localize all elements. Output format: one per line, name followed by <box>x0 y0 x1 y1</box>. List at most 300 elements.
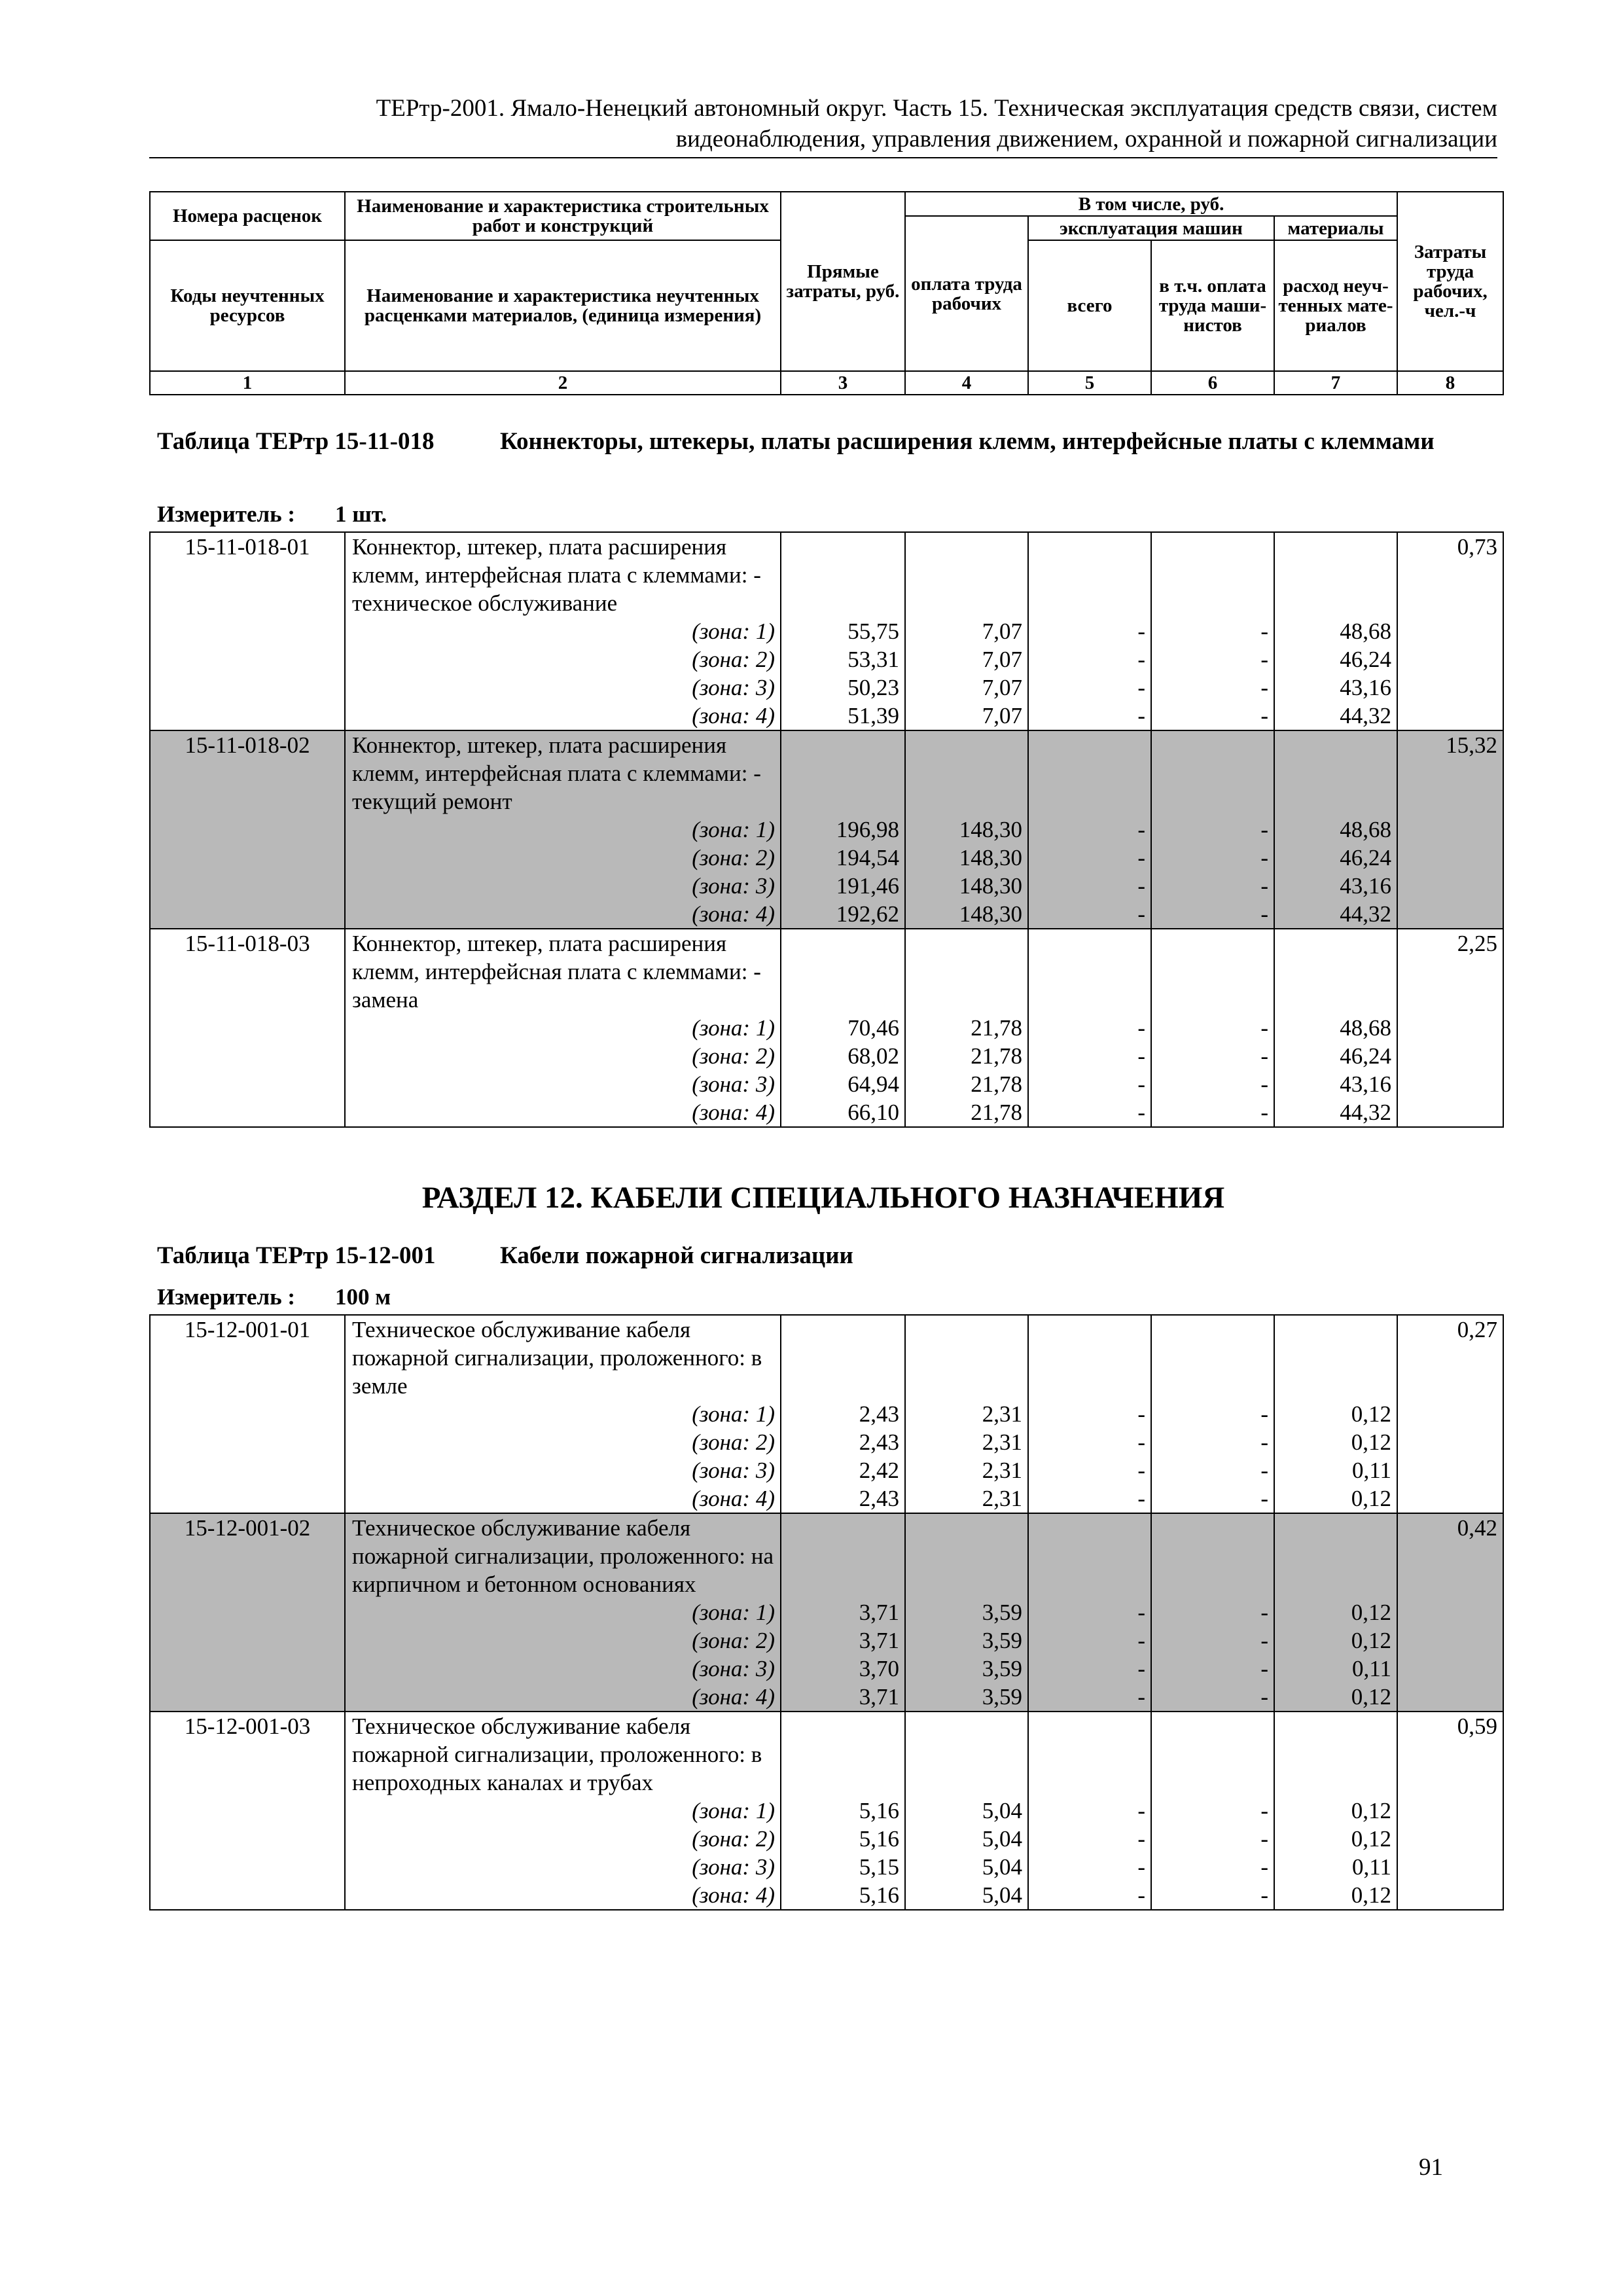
col-number: 6 <box>1151 371 1274 395</box>
wages-cell <box>905 1513 1028 1598</box>
col-rate-numbers: Номера расценок <box>150 192 345 240</box>
zone-row <box>150 1853 1503 1881</box>
labor-empty <box>1397 1598 1503 1626</box>
machinists-cell <box>1151 730 1274 816</box>
measure-value: 100 м <box>335 1284 391 1310</box>
wages-value: 5,04 <box>905 1825 1028 1853</box>
col-materials: материалы <box>1274 216 1397 240</box>
wages-value: 21,78 <box>905 1042 1028 1070</box>
direct-cost: 55,75 <box>781 617 905 645</box>
zone-row <box>150 1400 1503 1428</box>
zone-row <box>150 1626 1503 1655</box>
machines-value: - <box>1028 1070 1151 1098</box>
col-number: 2 <box>345 371 781 395</box>
wages-value: 7,07 <box>905 617 1028 645</box>
zone-label: (зона: 1) <box>345 816 781 844</box>
zone-row <box>150 1014 1503 1042</box>
rate-code: 15-12-001-01 <box>150 1315 345 1400</box>
materials-value: 0,11 <box>1274 1655 1397 1683</box>
direct-cost: 64,94 <box>781 1070 905 1098</box>
rate-item-row <box>150 532 1503 617</box>
zone-label: (зона: 4) <box>345 1683 781 1712</box>
zone-code-empty <box>150 1428 345 1456</box>
zone-code-empty <box>150 1456 345 1484</box>
zone-row <box>150 702 1503 730</box>
machinists-value: - <box>1151 702 1274 730</box>
wages-value: 7,07 <box>905 702 1028 730</box>
page-number: 91 <box>1419 2154 1443 2181</box>
wages-cell <box>905 532 1028 617</box>
direct-cost: 194,54 <box>781 844 905 872</box>
table2-code: Таблица ТЕРтр 15-12-001 <box>157 1242 436 1269</box>
direct-cost-cell <box>781 1513 905 1598</box>
labor-empty <box>1397 1070 1503 1098</box>
col-number: 1 <box>150 371 345 395</box>
labor-empty <box>1397 1655 1503 1683</box>
header-rule <box>149 157 1497 158</box>
labor-empty <box>1397 1825 1503 1853</box>
machinists-value: - <box>1151 617 1274 645</box>
wages-cell <box>905 730 1028 816</box>
labor-empty <box>1397 1626 1503 1655</box>
wages-value: 21,78 <box>905 1014 1028 1042</box>
col-number: 5 <box>1028 371 1151 395</box>
machinists-value: - <box>1151 1428 1274 1456</box>
col-machines: эксплуатация машин <box>1028 216 1274 240</box>
col-machines-total: всего <box>1028 240 1151 371</box>
direct-cost: 3,71 <box>781 1626 905 1655</box>
zone-row <box>150 617 1503 645</box>
materials-value: 0,12 <box>1274 1428 1397 1456</box>
materials-value: 0,12 <box>1274 1626 1397 1655</box>
machines-cell <box>1028 1315 1151 1400</box>
machinists-value: - <box>1151 900 1274 929</box>
zone-row <box>150 1683 1503 1712</box>
zone-label: (зона: 3) <box>345 1655 781 1683</box>
wages-value: 2,31 <box>905 1400 1028 1428</box>
zone-label: (зона: 1) <box>345 1014 781 1042</box>
direct-cost-cell <box>781 1315 905 1400</box>
materials-value: 44,32 <box>1274 1098 1397 1127</box>
zone-label: (зона: 2) <box>345 1428 781 1456</box>
machines-value: - <box>1028 816 1151 844</box>
materials-cell <box>1274 730 1397 816</box>
direct-cost: 50,23 <box>781 673 905 702</box>
col-labor: Затраты труда рабочих, чел.-ч <box>1397 192 1503 371</box>
direct-cost: 5,15 <box>781 1853 905 1881</box>
rates-table-2 <box>149 1314 1504 1910</box>
zone-label: (зона: 3) <box>345 1456 781 1484</box>
machinists-value: - <box>1151 1042 1274 1070</box>
labor-empty <box>1397 645 1503 673</box>
col-material-consumption: расход неуч- тенных мате- риалов <box>1274 240 1397 371</box>
col-work-name: Наименование и характеристика строительных работ и конструкций <box>345 192 781 240</box>
materials-value: 48,68 <box>1274 617 1397 645</box>
zone-code-empty <box>150 900 345 929</box>
zone-code-empty <box>150 1797 345 1825</box>
direct-cost: 2,42 <box>781 1456 905 1484</box>
wages-value: 3,59 <box>905 1598 1028 1626</box>
direct-cost: 3,70 <box>781 1655 905 1683</box>
machinists-cell <box>1151 1513 1274 1598</box>
zone-row <box>150 1042 1503 1070</box>
machinists-cell <box>1151 929 1274 1014</box>
rate-name: Техническое обслуживание кабеля пожарной сигнализации, проложенного: на кирпичном и бетонном основаниях <box>345 1513 781 1598</box>
materials-value: 0,12 <box>1274 1400 1397 1428</box>
zone-code-empty <box>150 1853 345 1881</box>
direct-cost: 192,62 <box>781 900 905 929</box>
machines-value: - <box>1028 645 1151 673</box>
zone-code-empty <box>150 1598 345 1626</box>
labor-empty <box>1397 816 1503 844</box>
zone-code-empty <box>150 1042 345 1070</box>
wages-value: 3,59 <box>905 1626 1028 1655</box>
direct-cost: 3,71 <box>781 1598 905 1626</box>
materials-cell <box>1274 929 1397 1014</box>
machines-value: - <box>1028 900 1151 929</box>
rate-name: Техническое обслуживание кабеля пожарной сигнализации, проложенного: в земле <box>345 1315 781 1400</box>
zone-code-empty <box>150 617 345 645</box>
zone-row <box>150 844 1503 872</box>
col-number: 4 <box>905 371 1028 395</box>
rate-item-row <box>150 1315 1503 1400</box>
wages-value: 21,78 <box>905 1098 1028 1127</box>
zone-code-empty <box>150 1655 345 1683</box>
table2-measure <box>157 1284 391 1310</box>
labor-empty <box>1397 1853 1503 1881</box>
zone-label: (зона: 4) <box>345 702 781 730</box>
zone-row <box>150 1456 1503 1484</box>
machinists-cell <box>1151 1315 1274 1400</box>
zone-label: (зона: 4) <box>345 1098 781 1127</box>
machines-value: - <box>1028 1098 1151 1127</box>
direct-cost: 5,16 <box>781 1825 905 1853</box>
zone-row <box>150 673 1503 702</box>
zone-row <box>150 1655 1503 1683</box>
zone-row <box>150 1881 1503 1910</box>
wages-value: 2,31 <box>905 1428 1028 1456</box>
materials-value: 43,16 <box>1274 872 1397 900</box>
measure-label: Измеритель : <box>157 1284 296 1310</box>
zone-label: (зона: 2) <box>345 645 781 673</box>
wages-value: 2,31 <box>905 1484 1028 1513</box>
table1-code: Таблица ТЕРтр 15-11-018 <box>157 428 435 455</box>
zone-label: (зона: 3) <box>345 673 781 702</box>
col-wages: оплата труда рабочих <box>905 216 1028 371</box>
labor-empty <box>1397 1042 1503 1070</box>
materials-value: 0,12 <box>1274 1683 1397 1712</box>
labor-empty <box>1397 1456 1503 1484</box>
machines-value: - <box>1028 1484 1151 1513</box>
machines-value: - <box>1028 1598 1151 1626</box>
machinists-value: - <box>1151 1098 1274 1127</box>
machinists-value: - <box>1151 1626 1274 1655</box>
direct-cost: 2,43 <box>781 1484 905 1513</box>
direct-cost: 5,16 <box>781 1797 905 1825</box>
zone-code-empty <box>150 645 345 673</box>
wages-cell <box>905 1315 1028 1400</box>
column-number-row <box>150 371 1503 395</box>
machines-value: - <box>1028 1881 1151 1910</box>
labor-empty <box>1397 900 1503 929</box>
machines-cell <box>1028 1513 1151 1598</box>
section-title: РАЗДЕЛ 12. КАБЕЛИ СПЕЦИАЛЬНОГО НАЗНАЧЕНИЯ <box>421 1181 1225 1215</box>
zone-label: (зона: 3) <box>345 1070 781 1098</box>
machinists-value: - <box>1151 844 1274 872</box>
wages-value: 21,78 <box>905 1070 1028 1098</box>
zone-label: (зона: 2) <box>345 1825 781 1853</box>
machines-value: - <box>1028 1400 1151 1428</box>
wages-value: 3,59 <box>905 1683 1028 1712</box>
rate-code: 15-12-001-03 <box>150 1712 345 1797</box>
machinists-value: - <box>1151 1400 1274 1428</box>
machinists-value: - <box>1151 1655 1274 1683</box>
direct-cost: 68,02 <box>781 1042 905 1070</box>
col-codes: Коды неучтенных ресурсов <box>150 240 345 371</box>
machines-value: - <box>1028 702 1151 730</box>
direct-cost-cell <box>781 929 905 1014</box>
wages-value: 5,04 <box>905 1881 1028 1910</box>
machinists-value: - <box>1151 1797 1274 1825</box>
zone-label: (зона: 2) <box>345 1042 781 1070</box>
labor-empty <box>1397 1881 1503 1910</box>
table2-name: Кабели пожарной сигнализации <box>500 1242 853 1269</box>
rate-name: Коннектор, штекер, плата расширения клемм, интерфейсная плата с клеммами: - техническое обслуживание <box>345 532 781 617</box>
col-machinists-wages: в т.ч. оплата труда маши- нистов <box>1151 240 1274 371</box>
materials-value: 43,16 <box>1274 1070 1397 1098</box>
zone-label: (зона: 1) <box>345 1797 781 1825</box>
zone-code-empty <box>150 844 345 872</box>
machinists-value: - <box>1151 1484 1274 1513</box>
col-direct-costs: Прямые затраты, руб. <box>781 192 905 371</box>
machinists-value: - <box>1151 1683 1274 1712</box>
zone-row <box>150 1797 1503 1825</box>
wages-value: 148,30 <box>905 900 1028 929</box>
machinists-value: - <box>1151 645 1274 673</box>
machines-value: - <box>1028 1655 1151 1683</box>
machines-value: - <box>1028 1042 1151 1070</box>
machines-value: - <box>1028 1825 1151 1853</box>
zone-row <box>150 816 1503 844</box>
materials-cell <box>1274 1513 1397 1598</box>
machinists-value: - <box>1151 673 1274 702</box>
labor-cost: 15,32 <box>1397 730 1503 816</box>
machines-value: - <box>1028 1014 1151 1042</box>
machines-cell <box>1028 929 1151 1014</box>
zone-label: (зона: 3) <box>345 872 781 900</box>
direct-cost: 70,46 <box>781 1014 905 1042</box>
machines-cell <box>1028 730 1151 816</box>
zone-label: (зона: 4) <box>345 1881 781 1910</box>
zone-code-empty <box>150 1098 345 1127</box>
table1-name: Коннекторы, штекеры, платы расширения клемм, интерфейсные платы с клеммами <box>500 428 1435 455</box>
machinists-value: - <box>1151 1456 1274 1484</box>
materials-cell <box>1274 532 1397 617</box>
labor-empty <box>1397 1400 1503 1428</box>
materials-value: 44,32 <box>1274 702 1397 730</box>
zone-code-empty <box>150 1070 345 1098</box>
zone-code-empty <box>150 1825 345 1853</box>
machinists-value: - <box>1151 1825 1274 1853</box>
wages-value: 5,04 <box>905 1853 1028 1881</box>
materials-value: 0,12 <box>1274 1881 1397 1910</box>
labor-empty <box>1397 1484 1503 1513</box>
wages-value: 2,31 <box>905 1456 1028 1484</box>
col-number: 7 <box>1274 371 1397 395</box>
zone-row <box>150 872 1503 900</box>
measure-value: 1 шт. <box>335 501 387 527</box>
machines-value: - <box>1028 673 1151 702</box>
wages-cell <box>905 929 1028 1014</box>
labor-empty <box>1397 1683 1503 1712</box>
machinists-cell <box>1151 1712 1274 1797</box>
zone-code-empty <box>150 702 345 730</box>
direct-cost-cell <box>781 532 905 617</box>
machinists-value: - <box>1151 1014 1274 1042</box>
zone-code-empty <box>150 1484 345 1513</box>
machines-value: - <box>1028 1853 1151 1881</box>
zone-label: (зона: 2) <box>345 1626 781 1655</box>
materials-value: 0,12 <box>1274 1484 1397 1513</box>
rate-code: 15-12-001-02 <box>150 1513 345 1598</box>
materials-value: 48,68 <box>1274 816 1397 844</box>
wages-value: 148,30 <box>905 872 1028 900</box>
materials-value: 46,24 <box>1274 844 1397 872</box>
materials-cell <box>1274 1315 1397 1400</box>
labor-empty <box>1397 617 1503 645</box>
machinists-value: - <box>1151 872 1274 900</box>
labor-empty <box>1397 844 1503 872</box>
labor-cost: 0,59 <box>1397 1712 1503 1797</box>
machines-value: - <box>1028 872 1151 900</box>
labor-cost: 2,25 <box>1397 929 1503 1014</box>
zone-code-empty <box>150 673 345 702</box>
materials-value: 44,32 <box>1274 900 1397 929</box>
direct-cost-cell <box>781 1712 905 1797</box>
labor-empty <box>1397 673 1503 702</box>
machinists-value: - <box>1151 1070 1274 1098</box>
machines-value: - <box>1028 1456 1151 1484</box>
zone-code-empty <box>150 1881 345 1910</box>
direct-cost: 2,43 <box>781 1428 905 1456</box>
zone-label: (зона: 4) <box>345 1484 781 1513</box>
materials-value: 46,24 <box>1274 1042 1397 1070</box>
machines-value: - <box>1028 1683 1151 1712</box>
materials-value: 43,16 <box>1274 673 1397 702</box>
rate-code: 15-11-018-03 <box>150 929 345 1014</box>
materials-value: 0,12 <box>1274 1825 1397 1853</box>
rate-item-row <box>150 1513 1503 1598</box>
direct-cost: 51,39 <box>781 702 905 730</box>
machines-value: - <box>1028 1797 1151 1825</box>
col-number: 3 <box>781 371 905 395</box>
zone-code-empty <box>150 1626 345 1655</box>
direct-cost: 66,10 <box>781 1098 905 1127</box>
machinists-value: - <box>1151 1853 1274 1881</box>
zone-code-empty <box>150 1400 345 1428</box>
zone-code-empty <box>150 872 345 900</box>
zone-row <box>150 645 1503 673</box>
zone-label: (зона: 4) <box>345 900 781 929</box>
machines-value: - <box>1028 844 1151 872</box>
wages-value: 7,07 <box>905 673 1028 702</box>
wages-value: 148,30 <box>905 816 1028 844</box>
direct-cost: 191,46 <box>781 872 905 900</box>
col-material-name: Наименование и характеристика неучтенных расценками материалов, (единица измерения) <box>345 240 781 371</box>
rate-name: Техническое обслуживание кабеля пожарной сигнализации, проложенного: в непроходных каналах и трубах <box>345 1712 781 1797</box>
labor-cost: 0,27 <box>1397 1315 1503 1400</box>
labor-empty <box>1397 1014 1503 1042</box>
measure-label: Измеритель : <box>157 501 296 527</box>
machinists-value: - <box>1151 1598 1274 1626</box>
machinists-value: - <box>1151 816 1274 844</box>
zone-label: (зона: 1) <box>345 1400 781 1428</box>
labor-cost: 0,73 <box>1397 532 1503 617</box>
wages-value: 5,04 <box>905 1797 1028 1825</box>
materials-value: 48,68 <box>1274 1014 1397 1042</box>
direct-cost: 2,43 <box>781 1400 905 1428</box>
machines-cell <box>1028 532 1151 617</box>
direct-cost: 3,71 <box>781 1683 905 1712</box>
zone-row <box>150 1098 1503 1127</box>
header-line-1: ТЕРтр-2001. Ямало-Ненецкий автономный округ. Часть 15. Техническая эксплуатация средств связи, систем <box>376 95 1497 122</box>
machines-value: - <box>1028 617 1151 645</box>
zone-code-empty <box>150 1683 345 1712</box>
zone-row <box>150 1070 1503 1098</box>
materials-value: 0,11 <box>1274 1853 1397 1881</box>
zone-row <box>150 1484 1503 1513</box>
machines-cell <box>1028 1712 1151 1797</box>
col-number: 8 <box>1397 371 1503 395</box>
wages-value: 3,59 <box>905 1655 1028 1683</box>
materials-value: 46,24 <box>1274 645 1397 673</box>
zone-label: (зона: 1) <box>345 1598 781 1626</box>
zone-label: (зона: 2) <box>345 844 781 872</box>
rate-item-row <box>150 730 1503 816</box>
wages-value: 7,07 <box>905 645 1028 673</box>
materials-cell <box>1274 1712 1397 1797</box>
rate-item-row <box>150 929 1503 1014</box>
rate-code: 15-11-018-01 <box>150 532 345 617</box>
running-header <box>149 93 1497 154</box>
labor-cost: 0,42 <box>1397 1513 1503 1598</box>
col-including: В том числе, руб. <box>905 192 1397 216</box>
wages-cell <box>905 1712 1028 1797</box>
zone-row <box>150 1598 1503 1626</box>
materials-value: 0,11 <box>1274 1456 1397 1484</box>
zone-row <box>150 1825 1503 1853</box>
rate-item-row <box>150 1712 1503 1797</box>
labor-empty <box>1397 1797 1503 1825</box>
labor-empty <box>1397 872 1503 900</box>
labor-empty <box>1397 702 1503 730</box>
rate-name: Коннектор, штекер, плата расширения клемм, интерфейсная плата с клеммами: - замена <box>345 929 781 1014</box>
labor-empty <box>1397 1098 1503 1127</box>
rate-name: Коннектор, штекер, плата расширения клемм, интерфейсная плата с клеммами: - текущий ремонт <box>345 730 781 816</box>
machines-value: - <box>1028 1428 1151 1456</box>
machines-value: - <box>1028 1626 1151 1655</box>
direct-cost: 53,31 <box>781 645 905 673</box>
zone-code-empty <box>150 1014 345 1042</box>
machinists-cell <box>1151 532 1274 617</box>
direct-cost: 5,16 <box>781 1881 905 1910</box>
direct-cost-cell <box>781 730 905 816</box>
zone-code-empty <box>150 816 345 844</box>
header-line-2: видеонаблюдения, управления движением, охранной и пожарной сигнализации <box>675 126 1497 152</box>
zone-label: (зона: 3) <box>345 1853 781 1881</box>
zone-row <box>150 900 1503 929</box>
materials-value: 0,12 <box>1274 1797 1397 1825</box>
